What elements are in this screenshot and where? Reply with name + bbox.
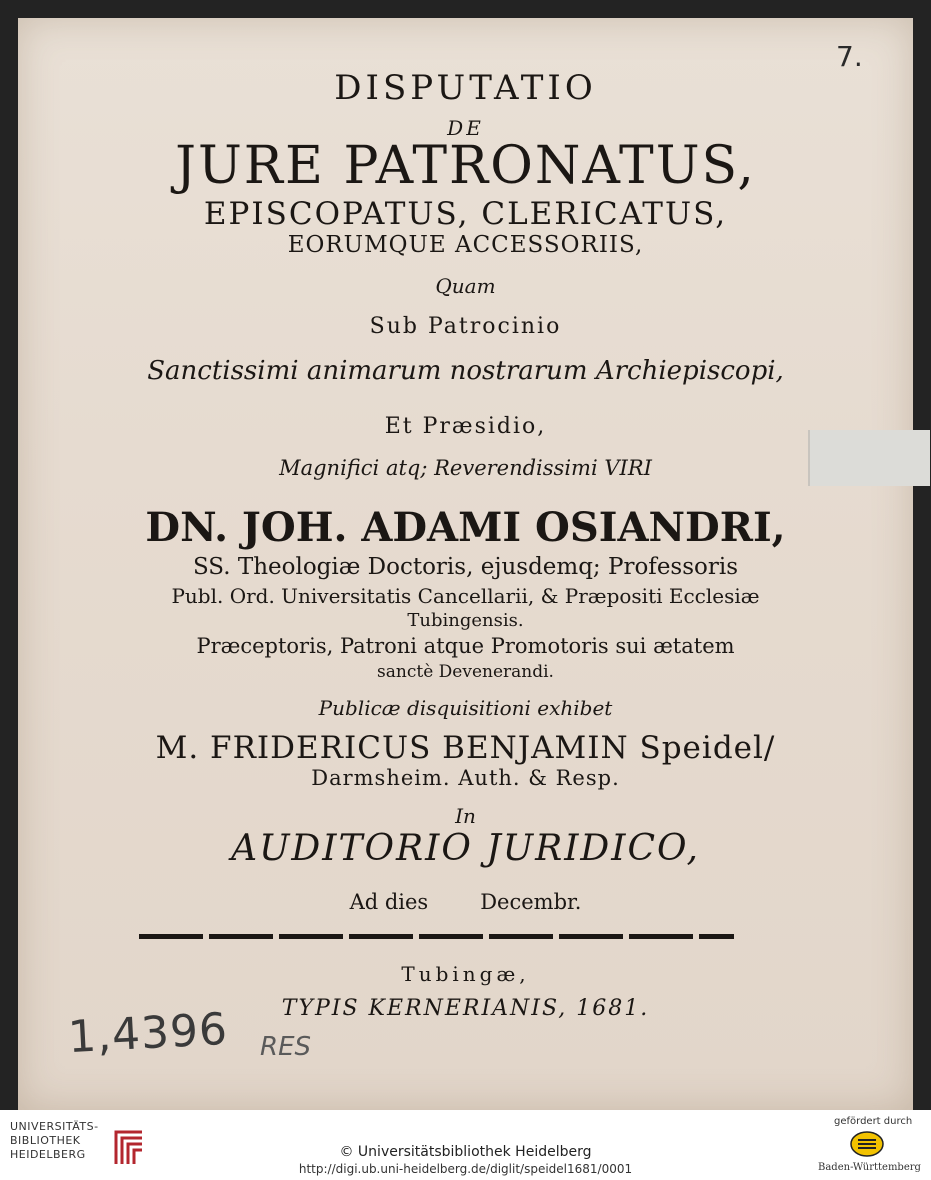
theologiae-line: SS. Theologiæ Doctoris, ejusdemq; Professoris: [192, 554, 739, 580]
publ-ord-line: Publ. Ord. Universitatis Cancellarii, & Præpositi Ecclesiæ: [171, 584, 760, 608]
sancte-line: sanctè Devenerandi.: [377, 662, 554, 682]
ad-dies: Ad dies: [349, 890, 429, 914]
title-accessoriis: EORUMQUE ACCESSORIIS,: [287, 232, 644, 258]
sanctissimi-line: Sanctissimi animarum nostrarum Archiepiscopi,: [147, 356, 784, 386]
funded-by-label: gefördert durch: [834, 1116, 913, 1127]
shelfmark-handwritten: 1,4396: [66, 1003, 230, 1064]
decorative-rule: [139, 934, 734, 939]
title-page: [18, 18, 913, 1110]
title-jure-patronatus: JURE PATRONATUS,: [175, 136, 756, 196]
presider-name: DN. JOH. ADAMI OSIANDRI,: [145, 504, 786, 551]
praeceptoris-line: Præceptoris, Patroni atque Promotoris sui ætatem: [196, 634, 735, 658]
res-stamp: RES: [260, 1032, 311, 1062]
in-line: In: [455, 804, 476, 828]
auditorio-line: AUDITORIO JURIDICO,: [231, 828, 700, 869]
title-episcopatus: EPISCOPATUS, CLERICATUS,: [203, 196, 728, 232]
publicae-line: Publicæ disquisitioni exhibet: [318, 696, 613, 720]
et-praesidio-line: Et Præsidio,: [384, 414, 547, 439]
quam-line: Quam: [435, 274, 496, 298]
library-name: UNIVERSITÄTS- BIBLIOTHEK HEIDELBERG: [10, 1120, 99, 1161]
darmsheim-line: Darmsheim. Auth. & Resp.: [311, 766, 620, 790]
funder-name: Baden-Württemberg: [818, 1162, 921, 1173]
decembr: Decembr.: [480, 890, 582, 914]
footer-bar: [0, 1110, 931, 1180]
date-line: [18, 890, 913, 914]
title-page-text: [18, 18, 913, 1110]
sub-patrocinio-line: Sub Patrocinio: [369, 314, 562, 339]
imprint-printer: TYPIS KERNERIANIS, 1681.: [281, 996, 650, 1021]
title-de: DE: [447, 116, 484, 140]
respondent-name: M. FRIDERICUS BENJAMIN Speidel/: [155, 730, 776, 766]
title-disputatio: DISPUTATIO: [334, 68, 597, 108]
state-coat-of-arms-icon: [850, 1130, 884, 1158]
copyright-text: © Universitätsbibliothek Heidelberg: [339, 1144, 592, 1160]
tubingensis-line: Tubingensis.: [407, 610, 524, 631]
permalink-url[interactable]: http://digi.ub.uni-heidelberg.de/diglit/speidel1681/0001: [298, 1162, 633, 1176]
imprint-place: Tubingæ,: [401, 962, 530, 986]
folio-number: 7.: [836, 40, 863, 73]
magnifici-line: Magnifici atq; Reverendissimi VIRI: [279, 456, 652, 480]
